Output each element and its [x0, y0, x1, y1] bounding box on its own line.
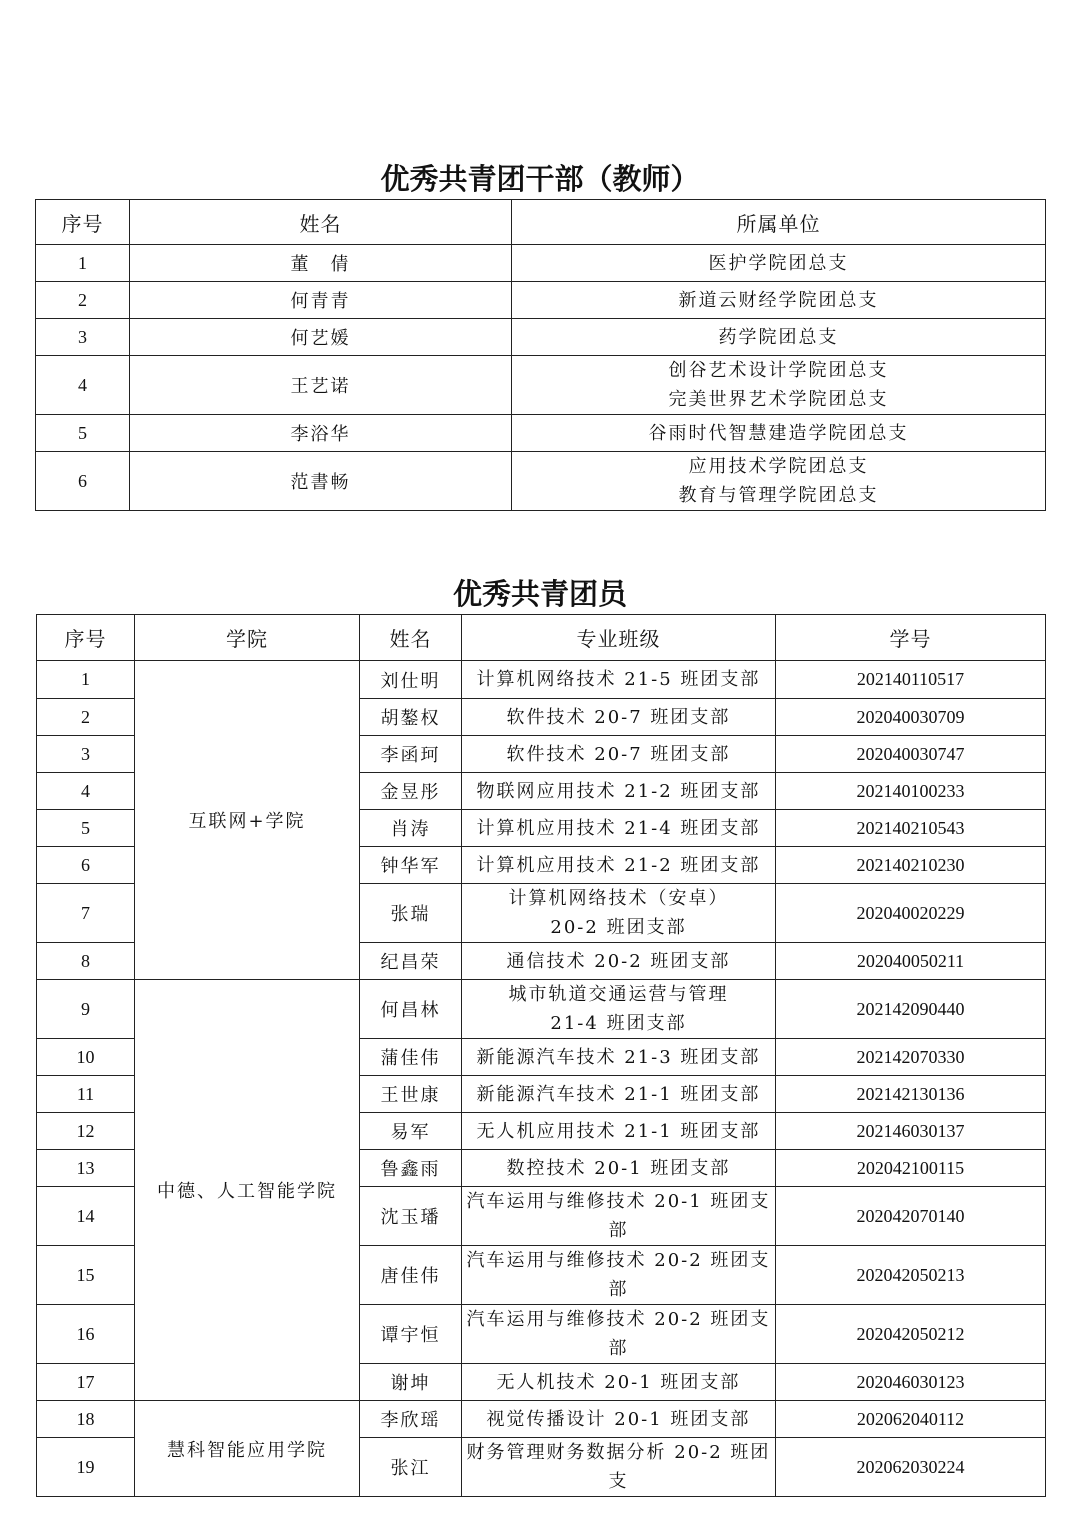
- unit-cell: [512, 282, 1046, 319]
- seq-cell: 4: [37, 773, 135, 810]
- seq-cell: 11: [37, 1076, 135, 1113]
- cell-line: 物联网应用技术 21-2 班团支部: [476, 780, 761, 802]
- college-cell: 互联网+学院: [135, 661, 360, 980]
- name-cell: 蒲佳伟: [360, 1039, 462, 1076]
- name-cell: 李函珂: [360, 736, 462, 773]
- student-id-cell: 202040030747: [776, 736, 1046, 773]
- name-cell: 何昌林: [360, 980, 462, 1039]
- cell-line: 计算机网络技术 21-5 班团支部: [476, 669, 761, 690]
- name-cell: 纪昌荣: [360, 943, 462, 980]
- student-id-cell: 202042050213: [776, 1246, 1046, 1305]
- cell-line: 计算机网络技术（安卓）: [508, 888, 729, 909]
- cell-line: 计算机应用技术 21-2 班团支部: [476, 854, 761, 876]
- seq-cell: 5: [37, 810, 135, 847]
- class-cell: [462, 1076, 776, 1113]
- cell-line: 汽车运用与维修技术 20-1 班团支部: [466, 1191, 771, 1241]
- seq-cell: 5: [36, 415, 130, 452]
- header-name: 姓名: [360, 615, 462, 661]
- table-row: [37, 1401, 1046, 1438]
- college-cell: 慧科智能应用学院: [135, 1401, 360, 1497]
- student-id-cell: 202142090440: [776, 980, 1046, 1039]
- name-cell: 何青青: [130, 282, 512, 319]
- unit-cell: [512, 452, 1046, 511]
- table-row: [36, 356, 1046, 415]
- seq-cell: 6: [37, 847, 135, 884]
- seq-cell: 2: [37, 699, 135, 736]
- class-cell: [462, 1150, 776, 1187]
- name-cell: 何艺媛: [130, 319, 512, 356]
- unit-cell: [512, 356, 1046, 415]
- class-cell: [462, 884, 776, 943]
- seq-cell: 10: [37, 1039, 135, 1076]
- cell-line: 软件技术 20-7 班团支部: [506, 743, 731, 765]
- student-id-cell: 202046030123: [776, 1364, 1046, 1401]
- unit-cell: [512, 415, 1046, 452]
- cell-line: 无人机应用技术 21-1 班团支部: [476, 1120, 761, 1142]
- student-id-cell: 202142130136: [776, 1076, 1046, 1113]
- name-cell: 易军: [360, 1113, 462, 1150]
- class-cell: [462, 1364, 776, 1401]
- seq-cell: 7: [37, 884, 135, 943]
- student-id-cell: 202042050212: [776, 1305, 1046, 1364]
- class-cell: [462, 661, 776, 699]
- student-id-cell: 202062030224: [776, 1438, 1046, 1497]
- header-college: 学院: [135, 615, 360, 661]
- header-seq: 序号: [36, 200, 130, 245]
- student-id-cell: 202042070140: [776, 1187, 1046, 1246]
- header-student-id: 学号: [776, 615, 1046, 661]
- name-cell: 李欣瑶: [360, 1401, 462, 1438]
- seq-cell: 2: [36, 282, 130, 319]
- cell-line: 数控技术 20-1 班团支部: [506, 1157, 731, 1179]
- seq-cell: 3: [37, 736, 135, 773]
- student-id-cell: 202142070330: [776, 1039, 1046, 1076]
- class-cell: [462, 1113, 776, 1150]
- name-cell: 李浴华: [130, 415, 512, 452]
- name-cell: 王艺诺: [130, 356, 512, 415]
- table-row: [37, 980, 1046, 1039]
- seq-cell: 17: [37, 1364, 135, 1401]
- name-cell: 谭宇恒: [360, 1305, 462, 1364]
- student-id-cell: 202140110517: [776, 661, 1046, 699]
- college-cell: 中德、人工智能学院: [135, 980, 360, 1401]
- name-cell: 王世康: [360, 1076, 462, 1113]
- student-id-cell: 202040030709: [776, 699, 1046, 736]
- name-cell: 唐佳伟: [360, 1246, 462, 1305]
- name-cell: 胡鏊权: [360, 699, 462, 736]
- name-cell: 肖涛: [360, 810, 462, 847]
- cell-line: 财务管理财务数据分析 20-2 班团支: [466, 1442, 771, 1492]
- cell-line: 创谷艺术设计学院团总支: [668, 360, 889, 381]
- student-id-cell: 202140210230: [776, 847, 1046, 884]
- class-cell: [462, 847, 776, 884]
- cell-line: 无人机技术 20-1 班团支部: [496, 1371, 741, 1393]
- cell-line: 汽车运用与维修技术 20-2 班团支部: [466, 1309, 771, 1359]
- student-id-cell: 202140210543: [776, 810, 1046, 847]
- cell-line: 通信技术 20-2 班团支部: [506, 950, 731, 972]
- student-id-cell: 202042100115: [776, 1150, 1046, 1187]
- name-cell: 范書畅: [130, 452, 512, 511]
- name-cell: 谢坤: [360, 1364, 462, 1401]
- class-cell: [462, 1438, 776, 1497]
- cell-line: 新能源汽车技术 21-3 班团支部: [476, 1046, 761, 1068]
- class-cell: [462, 1039, 776, 1076]
- class-cell: [462, 1401, 776, 1438]
- class-cell: [462, 1246, 776, 1305]
- cell-line: 软件技术 20-7 班团支部: [506, 706, 731, 728]
- cell-line: 谷雨时代智慧建造学院团总支: [648, 422, 909, 444]
- cell-line: 汽车运用与维修技术 20-2 班团支部: [466, 1250, 771, 1300]
- seq-cell: 1: [37, 661, 135, 699]
- cell-line: 计算机应用技术 21-4 班团支部: [476, 817, 761, 839]
- class-cell: [462, 943, 776, 980]
- members-header-row: [37, 615, 1046, 661]
- cell-line: 视觉传播设计 20-1 班团支部: [486, 1408, 751, 1430]
- class-cell: [462, 736, 776, 773]
- cell-line: 城市轨道交通运营与管理: [508, 984, 729, 1005]
- student-id-cell: 202062040112: [776, 1401, 1046, 1438]
- seq-cell: 16: [37, 1305, 135, 1364]
- table-row: [36, 452, 1046, 511]
- table-row: [36, 319, 1046, 356]
- seq-cell: 19: [37, 1438, 135, 1497]
- class-cell: [462, 980, 776, 1039]
- class-cell: [462, 1187, 776, 1246]
- seq-cell: 18: [37, 1401, 135, 1438]
- cell-line: 教育与管理学院团总支: [678, 485, 879, 506]
- unit-cell: [512, 245, 1046, 282]
- cell-line: 新能源汽车技术 21-1 班团支部: [476, 1083, 761, 1105]
- seq-cell: 1: [36, 245, 130, 282]
- name-cell: 刘仕明: [360, 661, 462, 699]
- cell-line: 应用技术学院团总支: [688, 456, 869, 477]
- seq-cell: 8: [37, 943, 135, 980]
- seq-cell: 6: [36, 452, 130, 511]
- class-cell: [462, 1305, 776, 1364]
- class-cell: [462, 699, 776, 736]
- class-cell: [462, 773, 776, 810]
- members-table: [36, 614, 1046, 1497]
- unit-cell: [512, 319, 1046, 356]
- seq-cell: 13: [37, 1150, 135, 1187]
- name-cell: 金昱彤: [360, 773, 462, 810]
- student-id-cell: 202040050211: [776, 943, 1046, 980]
- header-name: 姓名: [130, 200, 512, 245]
- members-table-title: 优秀共青团员: [452, 577, 627, 611]
- name-cell: 张瑞: [360, 884, 462, 943]
- header-class: 专业班级: [462, 615, 776, 661]
- seq-cell: 14: [37, 1187, 135, 1246]
- seq-cell: 4: [36, 356, 130, 415]
- student-id-cell: 202040020229: [776, 884, 1046, 943]
- teachers-header-row: [36, 200, 1046, 245]
- seq-cell: 12: [37, 1113, 135, 1150]
- seq-cell: 9: [37, 980, 135, 1039]
- header-seq: 序号: [37, 615, 135, 661]
- table-row: [37, 661, 1046, 699]
- teachers-table: [35, 199, 1046, 511]
- cell-line: 21-4 班团支部: [550, 1013, 687, 1034]
- teachers-table-title: 优秀共青团干部（教师）: [380, 162, 700, 196]
- name-cell: 钟华军: [360, 847, 462, 884]
- table-row: [36, 245, 1046, 282]
- table-row: [36, 282, 1046, 319]
- cell-line: 新道云财经学院团总支: [678, 289, 879, 311]
- name-cell: 沈玉璠: [360, 1187, 462, 1246]
- student-id-cell: 202146030137: [776, 1113, 1046, 1150]
- class-cell: [462, 810, 776, 847]
- name-cell: 鲁鑫雨: [360, 1150, 462, 1187]
- cell-line: 20-2 班团支部: [550, 917, 687, 938]
- cell-line: 医护学院团总支: [708, 252, 849, 274]
- name-cell: 董 倩: [130, 245, 512, 282]
- header-unit: 所属单位: [512, 200, 1046, 245]
- student-id-cell: 202140100233: [776, 773, 1046, 810]
- name-cell: 张江: [360, 1438, 462, 1497]
- table-row: [36, 415, 1046, 452]
- seq-cell: 15: [37, 1246, 135, 1305]
- cell-line: 完美世界艺术学院团总支: [668, 389, 889, 410]
- seq-cell: 3: [36, 319, 130, 356]
- cell-line: 药学院团总支: [718, 326, 839, 348]
